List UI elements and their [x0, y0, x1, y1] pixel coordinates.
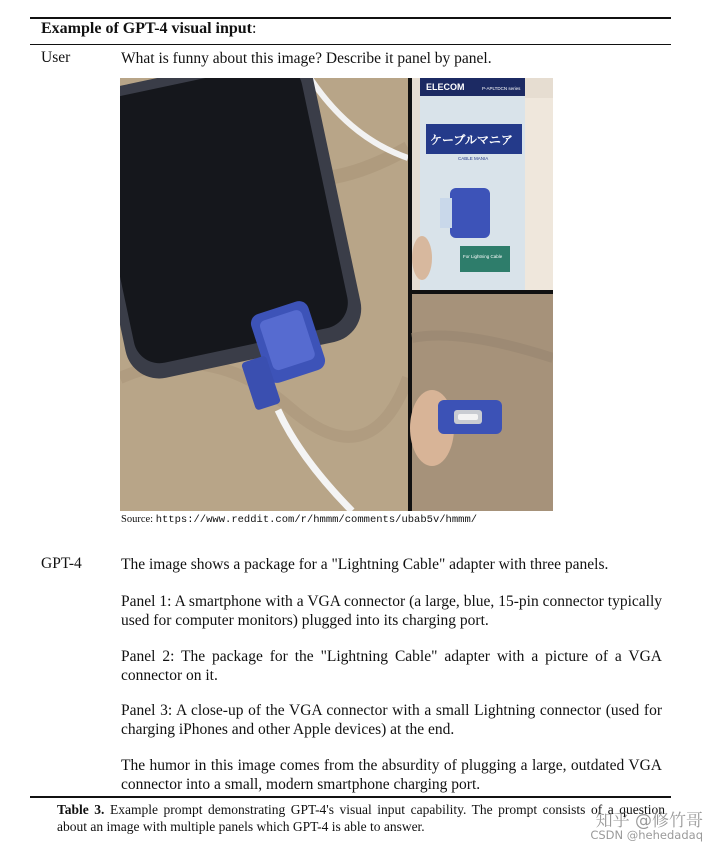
panel-2-package-photo: [412, 78, 553, 290]
zhihu-watermark: 知乎 @修竹哥: [595, 811, 703, 831]
panel-2-series: P-APLTDCN series: [482, 86, 521, 91]
panel-3-closeup-photo: [410, 294, 553, 511]
gpt4-panel-2: Panel 2: The package for the "Lightning Cable" adapter with a picture of a VGA connector on it.: [121, 648, 662, 684]
panel-2-product: ケーブルマニア: [430, 133, 513, 147]
panel-1-phone-photo: [120, 78, 408, 511]
table-title-colon: :: [252, 20, 257, 37]
table-title-bold: Example of GPT-4 visual input: [41, 20, 253, 37]
image-source: [121, 514, 477, 526]
panel-2-box-label: For Lightning Cable: [463, 254, 503, 259]
top-rule: [30, 17, 671, 19]
panel-2-product-sub: CABLE MANIA: [458, 156, 489, 161]
caption-label: Table 3.: [57, 802, 105, 817]
gpt4-panel-3: Panel 3: A close-up of the VGA connector with a small Lightning connector (used for charging iPhones and other Apple devices) at the end.: [121, 702, 662, 738]
meme-image: [120, 78, 553, 511]
speaker-gpt4: GPT-4: [41, 555, 82, 572]
table-caption: [57, 801, 665, 835]
bottom-rule: [30, 796, 671, 798]
gpt4-panel-1: Panel 1: A smartphone with a VGA connector (a large, blue, 15-pin connector typically used for computer monitors) plugged into its charging port.: [121, 593, 662, 629]
speaker-user: User: [41, 49, 71, 66]
table-title: [41, 20, 256, 38]
panel-2-brand: ELECOM: [426, 82, 465, 92]
user-question: What is funny about this image? Describe it panel by panel.: [121, 50, 492, 67]
csdn-watermark: CSDN @hehedadaq: [590, 828, 703, 842]
source-label: Source:: [121, 514, 154, 525]
gpt4-intro: The image shows a package for a "Lightning Cable" adapter with three panels.: [121, 556, 609, 573]
caption-text: Example prompt demonstrating GPT-4's visual input capability. The prompt consists of a question about an image with multiple panels which GPT-4 is able to answer.: [57, 802, 666, 834]
header-rule: [30, 44, 671, 45]
source-url[interactable]: https://www.reddit.com/r/hmmm/comments/ubab5v/hmmm/: [155, 514, 478, 526]
gpt4-humor: The humor in this image comes from the absurdity of plugging a large, outdated VGA connector into a small, modern smartphone charging port.: [121, 757, 662, 793]
